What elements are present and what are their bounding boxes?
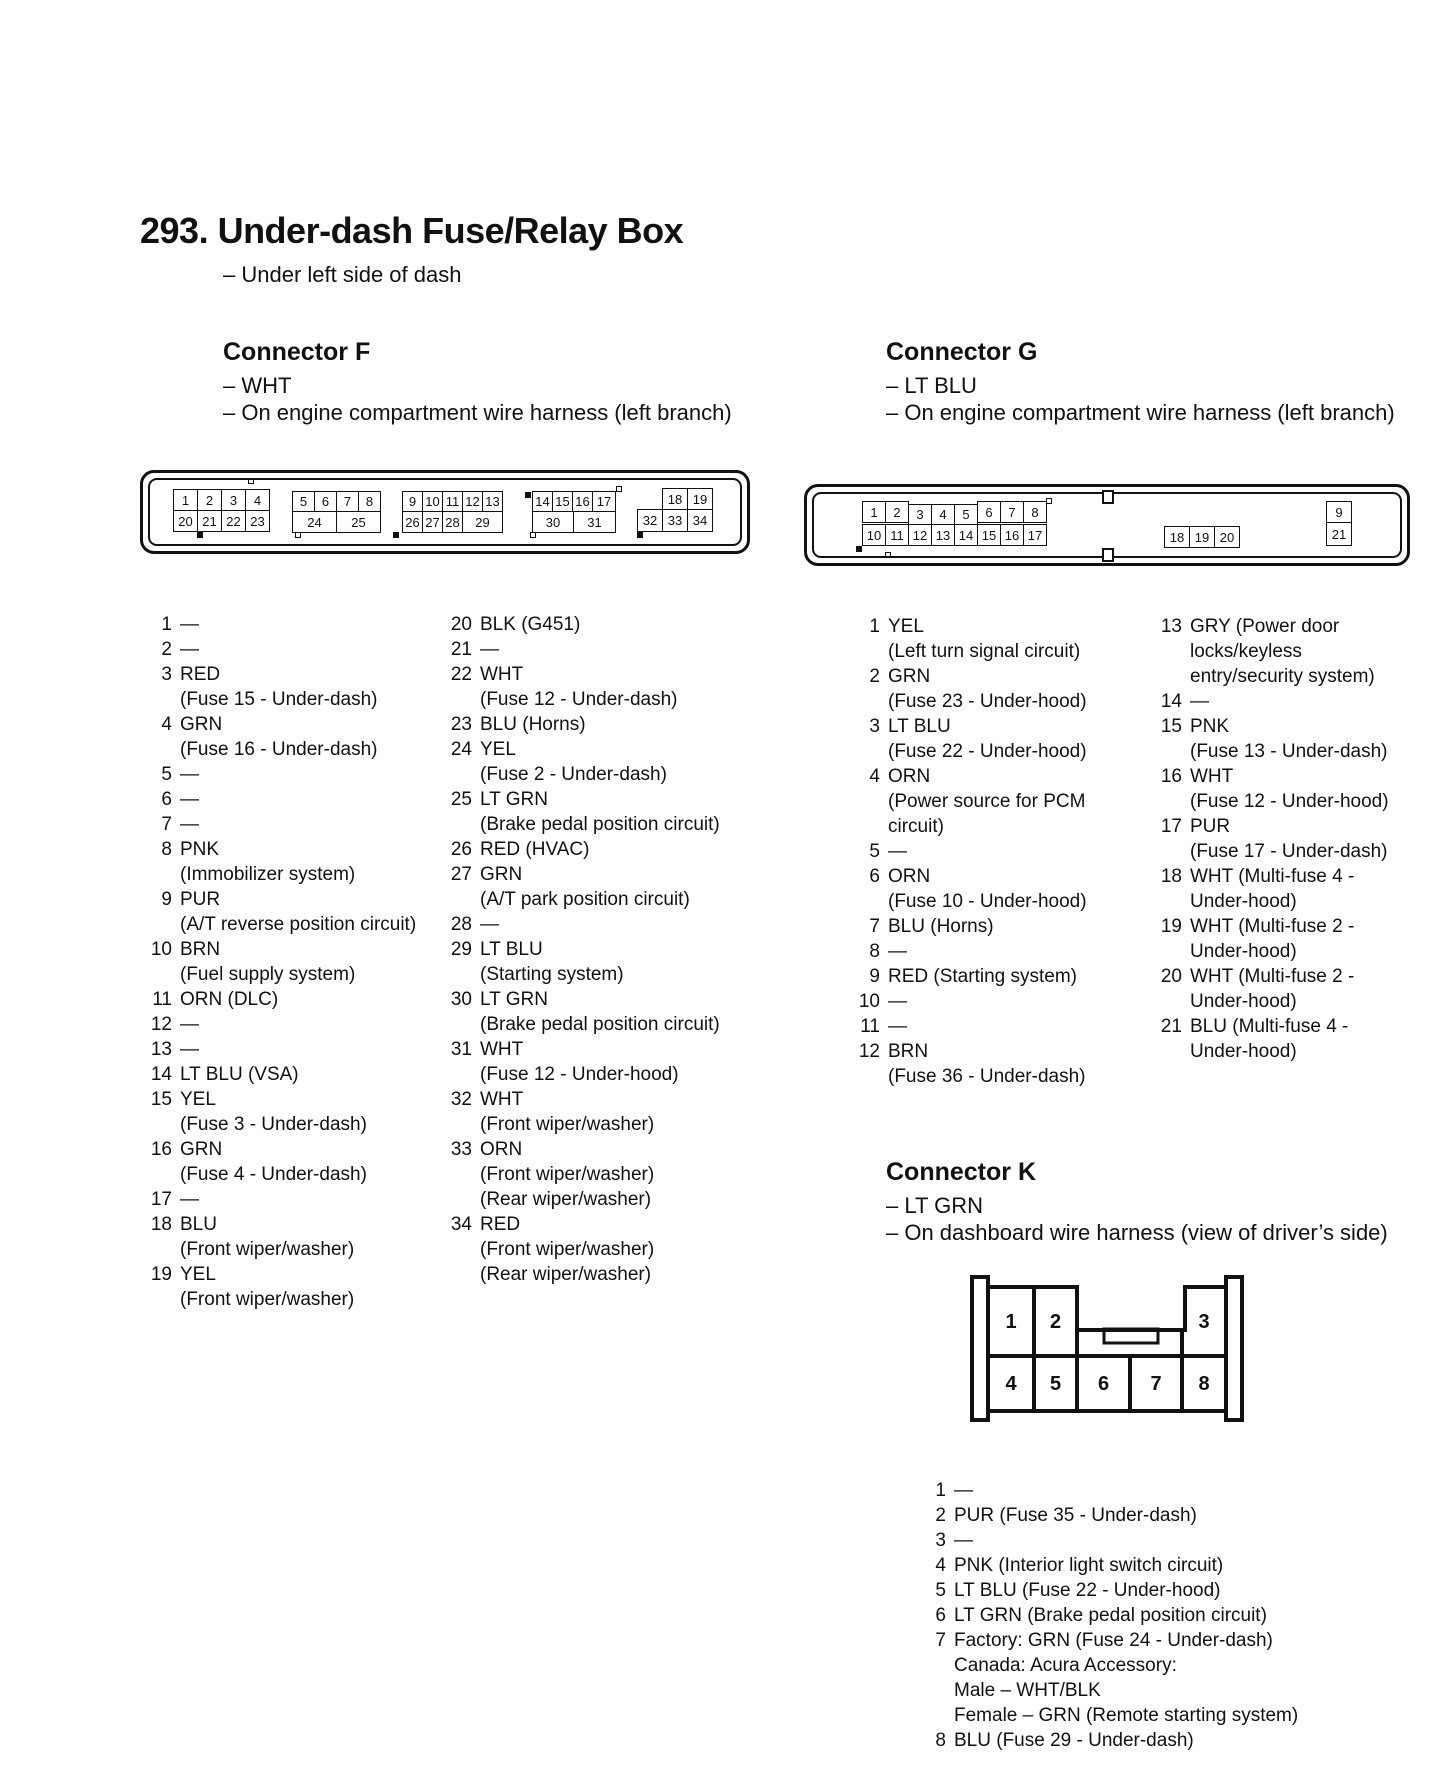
connector-f-pin-21: 21 bbox=[197, 510, 222, 532]
connector-k-color: – LT GRN bbox=[886, 1193, 983, 1218]
connector-g-pin-8: 8 bbox=[1023, 501, 1047, 523]
list-item: 7 BLU (Horns) bbox=[869, 916, 994, 937]
connector-f-pin-6: 6 bbox=[314, 491, 337, 512]
connector-f-pin-3: 3 bbox=[221, 489, 246, 511]
connector-f-pin-14: 14 bbox=[532, 491, 553, 512]
list-item: 7 — bbox=[161, 814, 199, 835]
connector-k-pin-3: 3 bbox=[1198, 1310, 1210, 1333]
connector-g-pin-list-col1 bbox=[848, 614, 1087, 1089]
connector-f-pin-22: 22 bbox=[221, 510, 246, 532]
connector-g-pin-17: 17 bbox=[1023, 524, 1047, 546]
connector-f-pin-4: 4 bbox=[245, 489, 270, 511]
connector-k-title: Connector K bbox=[886, 1158, 1036, 1186]
list-item: 27 GRN (A/T park position circuit) bbox=[450, 864, 690, 910]
page-title: 293. Under-dash Fuse/Relay Box bbox=[140, 210, 684, 251]
list-item: 2 GRN (Fuse 23 - Under-hood) bbox=[869, 666, 1087, 712]
connector-f-pin-list-col1 bbox=[140, 612, 416, 1312]
list-item: 2 PUR (Fuse 35 - Under-dash) bbox=[935, 1505, 1197, 1526]
list-item: 20 WHT (Multi-fuse 2 - Under-hood) bbox=[1160, 966, 1355, 1012]
list-item: 15 YEL (Fuse 3 - Under-dash) bbox=[150, 1089, 367, 1135]
list-item: 21 BLU (Multi-fuse 4 - Under-hood) bbox=[1160, 1016, 1349, 1062]
list-item: 1 — bbox=[161, 614, 199, 635]
connector-k-pin-6: 6 bbox=[1097, 1372, 1110, 1395]
list-item: 33 ORN (Front wiper/washer) (Rear wiper/washer) bbox=[450, 1139, 655, 1210]
list-item: 4 GRN (Fuse 16 - Under-dash) bbox=[161, 714, 378, 760]
connector-f-diagram bbox=[140, 470, 750, 554]
list-item: 12 — bbox=[150, 1014, 199, 1035]
connector-k-pin-list bbox=[926, 1478, 1298, 1753]
list-item: 28 — bbox=[450, 914, 499, 935]
connector-g-pin-14: 14 bbox=[954, 524, 978, 546]
connector-k-pin-7: 7 bbox=[1150, 1372, 1162, 1395]
list-item: 20 BLK (G451) bbox=[450, 614, 581, 635]
list-item: 23 BLU (Horns) bbox=[450, 714, 586, 735]
list-item: 13 GRY (Power door locks/keyless entry/security system) bbox=[1160, 616, 1375, 687]
connector-f-pin-2: 2 bbox=[197, 489, 222, 511]
list-item: 30 LT GRN (Brake pedal position circuit) bbox=[450, 989, 720, 1035]
connector-f-color: – WHT bbox=[223, 373, 292, 398]
list-item: 2 — bbox=[161, 639, 199, 660]
connector-g-pin-10: 10 bbox=[862, 524, 886, 546]
connector-f-pin-25: 25 bbox=[336, 511, 381, 533]
connector-f-pin-15: 15 bbox=[552, 491, 573, 512]
connector-k-harness: – On dashboard wire harness (view of driver’s side) bbox=[886, 1220, 1388, 1245]
list-item: 9 RED (Starting system) bbox=[869, 966, 1077, 987]
connector-f-pin-20: 20 bbox=[173, 510, 198, 532]
list-item: 16 WHT (Fuse 12 - Under-hood) bbox=[1160, 766, 1389, 812]
list-item: 21 — bbox=[450, 639, 499, 660]
list-item: 15 PNK (Fuse 13 - Under-dash) bbox=[1160, 716, 1388, 762]
connector-f-pin-23: 23 bbox=[245, 510, 270, 532]
list-item: 10 — bbox=[858, 991, 907, 1012]
connector-g-pin-15: 15 bbox=[977, 524, 1001, 546]
connector-g-diagram bbox=[804, 484, 1410, 566]
list-item: 1 — bbox=[935, 1480, 973, 1501]
connector-f-pin-12: 12 bbox=[462, 491, 483, 512]
list-item: 6 ORN (Fuse 10 - Under-hood) bbox=[869, 866, 1087, 912]
connector-k-pin-1: 1 bbox=[1005, 1310, 1017, 1333]
connector-g-title: Connector G bbox=[886, 338, 1038, 366]
connector-f-pin-13: 13 bbox=[482, 491, 503, 512]
connector-f-harness: – On engine compartment wire harness (left branch) bbox=[223, 400, 732, 425]
list-item: 17 — bbox=[150, 1189, 199, 1210]
connector-g-pin-4: 4 bbox=[931, 504, 955, 525]
list-item: 11 — bbox=[860, 1016, 907, 1037]
list-item: 19 WHT (Multi-fuse 2 - Under-hood) bbox=[1160, 916, 1355, 962]
connector-f-pin-11: 11 bbox=[442, 491, 463, 512]
list-item: 19 YEL (Front wiper/washer) bbox=[150, 1264, 355, 1310]
connector-f-pin-19: 19 bbox=[687, 488, 713, 510]
list-item: 6 LT GRN (Brake pedal position circuit) bbox=[935, 1605, 1267, 1626]
connector-f-pin-33: 33 bbox=[662, 509, 688, 532]
connector-f-pin-17: 17 bbox=[592, 491, 616, 512]
list-item: 32 WHT (Front wiper/washer) bbox=[450, 1089, 655, 1135]
list-item: 4 ORN (Power source for PCM circuit) bbox=[869, 766, 1086, 837]
list-item: 31 WHT (Fuse 12 - Under-hood) bbox=[450, 1039, 679, 1085]
connector-f-pin-28: 28 bbox=[442, 511, 463, 533]
list-item: 3 RED (Fuse 15 - Under-dash) bbox=[161, 664, 378, 710]
connector-f-pin-9: 9 bbox=[402, 491, 423, 512]
connector-k-pin-5: 5 bbox=[1049, 1372, 1062, 1395]
connector-f-pin-24: 24 bbox=[292, 511, 337, 533]
list-item: 6 — bbox=[161, 789, 199, 810]
list-item: 10 BRN (Fuel supply system) bbox=[150, 939, 356, 985]
list-item: 13 — bbox=[150, 1039, 199, 1060]
connector-g-pin-13: 13 bbox=[931, 524, 955, 546]
list-item: 29 LT BLU (Starting system) bbox=[450, 939, 624, 985]
connector-f-pin-27: 27 bbox=[422, 511, 443, 533]
connector-g-pin-20: 20 bbox=[1214, 526, 1240, 548]
connector-f-title: Connector F bbox=[223, 338, 371, 366]
connector-f-pin-30: 30 bbox=[532, 511, 574, 533]
connector-f-pin-7: 7 bbox=[336, 491, 359, 512]
list-item: 5 — bbox=[161, 764, 199, 785]
connector-g-pin-list-col2 bbox=[1148, 614, 1389, 1064]
list-item: 8 BLU (Fuse 29 - Under-dash) bbox=[935, 1730, 1194, 1751]
connector-g-pin-16: 16 bbox=[1000, 524, 1024, 546]
list-item: 4 PNK (Interior light switch circuit) bbox=[935, 1555, 1224, 1576]
connector-f-pin-26: 26 bbox=[402, 511, 423, 533]
connector-g-pin-18: 18 bbox=[1164, 526, 1190, 548]
connector-k-pin-4: 4 bbox=[1005, 1372, 1017, 1395]
connector-f-pin-16: 16 bbox=[572, 491, 593, 512]
connector-f-pin-29: 29 bbox=[462, 511, 503, 533]
list-item: 3 — bbox=[935, 1530, 973, 1551]
list-item: 26 RED (HVAC) bbox=[450, 839, 590, 860]
connector-g-pin-21: 21 bbox=[1326, 522, 1352, 546]
connector-f-pin-1: 1 bbox=[173, 489, 198, 511]
list-item: 25 LT GRN (Brake pedal position circuit) bbox=[450, 789, 720, 835]
connector-f-pin-34: 34 bbox=[687, 509, 713, 532]
list-item: 11 ORN (DLC) bbox=[152, 989, 279, 1010]
list-item: 8 PNK (Immobilizer system) bbox=[161, 839, 356, 885]
page-location: – Under left side of dash bbox=[223, 262, 462, 287]
connector-f-pin-10: 10 bbox=[422, 491, 443, 512]
list-item: 7 Factory: GRN (Fuse 24 - Under-dash) Canada: Acura Accessory: Male – WHT/BLK Female – GRN (Remote starting system) bbox=[935, 1630, 1299, 1726]
list-item: 34 RED (Front wiper/washer) (Rear wiper/washer) bbox=[450, 1214, 655, 1285]
connector-g-harness: – On engine compartment wire harness (left branch) bbox=[886, 400, 1395, 425]
list-item: 1 YEL (Left turn signal circuit) bbox=[869, 616, 1081, 662]
list-item: 17 PUR (Fuse 17 - Under-dash) bbox=[1160, 816, 1388, 862]
connector-g-pin-3: 3 bbox=[908, 504, 932, 525]
connector-g-pin-5: 5 bbox=[954, 504, 978, 525]
list-item: 5 LT BLU (Fuse 22 - Under-hood) bbox=[935, 1580, 1221, 1601]
connector-k-pin-2: 2 bbox=[1049, 1310, 1062, 1333]
list-item: 18 BLU (Front wiper/washer) bbox=[150, 1214, 355, 1260]
list-item: 18 WHT (Multi-fuse 4 - Under-hood) bbox=[1160, 866, 1355, 912]
connector-g-pin-2: 2 bbox=[885, 501, 909, 523]
connector-g-pin-9: 9 bbox=[1326, 501, 1352, 523]
connector-f-pin-list-col2 bbox=[440, 612, 720, 1287]
connector-k-diagram bbox=[970, 1275, 1245, 1422]
connector-g-pin-7: 7 bbox=[1000, 501, 1024, 523]
connector-g-pin-6: 6 bbox=[977, 501, 1001, 523]
connector-f-pin-31: 31 bbox=[573, 511, 616, 533]
connector-g-pin-12: 12 bbox=[908, 524, 932, 546]
list-item: 14 LT BLU (VSA) bbox=[150, 1064, 299, 1085]
connector-k-pin-8: 8 bbox=[1198, 1372, 1210, 1395]
list-item: 22 WHT (Fuse 12 - Under-dash) bbox=[450, 664, 678, 710]
connector-f-pin-32: 32 bbox=[637, 509, 663, 532]
connector-f-pin-18: 18 bbox=[662, 488, 688, 510]
list-item: 14 — bbox=[1160, 691, 1209, 712]
connector-g-pin-11: 11 bbox=[885, 524, 909, 546]
connector-g-pin-1: 1 bbox=[862, 501, 886, 523]
connector-g-pin-19: 19 bbox=[1189, 526, 1215, 548]
list-item: 8 — bbox=[869, 941, 907, 962]
connector-f-pin-5: 5 bbox=[292, 491, 315, 512]
list-item: 12 BRN (Fuse 36 - Under-dash) bbox=[858, 1041, 1086, 1087]
list-item: 24 YEL (Fuse 2 - Under-dash) bbox=[450, 739, 667, 785]
connector-f-pin-8: 8 bbox=[358, 491, 381, 512]
connector-g-color: – LT BLU bbox=[886, 373, 977, 398]
list-item: 3 LT BLU (Fuse 22 - Under-hood) bbox=[869, 716, 1087, 762]
list-item: 5 — bbox=[869, 841, 907, 862]
list-item: 16 GRN (Fuse 4 - Under-dash) bbox=[150, 1139, 367, 1185]
list-item: 9 PUR (A/T reverse position circuit) bbox=[161, 889, 417, 935]
